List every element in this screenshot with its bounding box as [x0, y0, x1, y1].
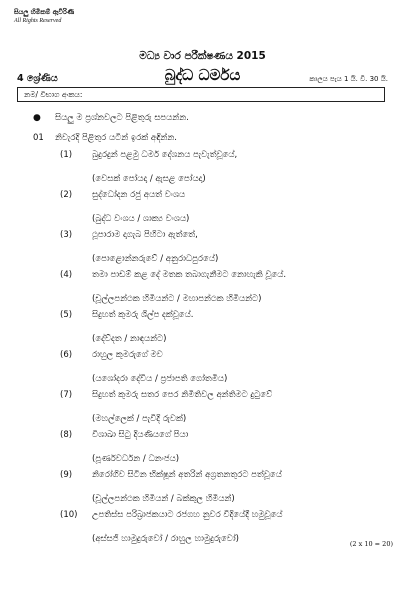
subject-title: බුද්ධ ධර්මය — [164, 66, 241, 84]
item-options[interactable]: (පූර්ණවර්ධන / ධනංජය) — [92, 454, 180, 464]
time-allowed: කාලය පැය 1 යි. වි. 30 යි. — [309, 75, 388, 83]
question-text: නිවැරදි පිළිතුර යටින් ඉරක් අඳින්න. — [55, 133, 177, 143]
item-options[interactable]: (චූල්ලපන්ථක හිමියන්ට / මහාපන්ථක හිමියන්ට) — [92, 294, 262, 304]
item-text: රාහුල කුමරුගේ මව — [92, 350, 163, 360]
header-row — [17, 66, 388, 86]
item-number: (6) — [60, 350, 73, 360]
name-index-box[interactable] — [17, 87, 385, 102]
item-text: සුද්ධෝදන රජු අයත් වංශය — [92, 190, 186, 200]
item-number: (9) — [60, 470, 73, 480]
copyright-notice — [14, 8, 74, 26]
item-number: (8) — [60, 430, 73, 440]
item-text: සිදුහත් කුමරු සතර පෙර නිමිතිවල අන්තිමට දුටුවේ — [92, 390, 273, 400]
item-options[interactable]: (දේව්දත / නාඳයන්ට) — [92, 334, 167, 344]
item-text: බුදුරදුන් පළමු ධර්ම දේශනය පැවැත්වූයේ, — [92, 150, 238, 160]
item-number: (4) — [60, 270, 73, 280]
item-text: සිදුහත් කුමරු ශිල්ප දක්වූයේ. — [92, 310, 194, 320]
item-options[interactable]: (යශෝදරා දේවිය / ප්‍රජාපති ගෝතමිය) — [92, 374, 228, 384]
item-options[interactable]: (මහල්ලෙක් / පැවිදි රුවක්) — [92, 414, 187, 424]
item-number: (5) — [60, 310, 73, 320]
item-options[interactable]: (අස්සජි හාමුදුරුවෝ / රාහුල හාමුදුරුවෝ) — [92, 534, 239, 544]
item-number: (1) — [60, 150, 73, 160]
name-index-label: නම/ විභාග අංකය: — [24, 90, 83, 99]
item-options[interactable]: (චූල්ලපන්ථක හිමියන් / බක්කුල හිමියන්) — [92, 494, 235, 504]
exam-title: මධ්‍ය වාර පරීක්ෂණය 2015 — [139, 50, 266, 62]
item-number: (7) — [60, 390, 73, 400]
item-options[interactable]: (බුද්ධ වංශය / ශාක්‍ය වංශය) — [92, 214, 190, 224]
item-text: තමා පාඩම් කළ දේ මතක තබාගැනීමට නොහැකි වූයේ. — [92, 270, 287, 280]
item-text: විශාඛා සිටු දියණියගේ පියා — [92, 430, 189, 440]
item-text: නිරෝගිව සිටින භික්ෂූන් අතරින් අග්‍රතනතුරට පත්වූයේ — [92, 470, 282, 480]
item-options[interactable]: (වෙසක් පෝයදා / ඇසළ පෝයදා) — [92, 174, 206, 184]
copyright-sinhala: සියලු හිමිකම් ඇවිරිණි — [14, 8, 75, 16]
item-number: (2) — [60, 190, 73, 200]
copyright-english: All Rights Reserved — [14, 18, 62, 24]
item-number: (3) — [60, 230, 73, 240]
item-number: (10) — [60, 510, 78, 520]
marks-allocation: (2 x 10 = 20) — [349, 540, 393, 548]
item-options[interactable]: (පොළොන්නරුවේ / අනුරාධපුරයේ) — [92, 254, 219, 264]
question-number: 01 — [33, 133, 44, 143]
item-text: ථූපාරාම දාගැබ පිහිටා ඇත්තේ, — [92, 230, 198, 240]
question-heading — [33, 133, 177, 143]
bullet-icon: ● — [33, 113, 41, 123]
item-text: උපතිස්ස පරිබ්‍රාජකයාට රජගහ නුවර වීදියේදී හමුවූයේ — [92, 510, 283, 520]
instruction — [33, 113, 189, 123]
grade-label: 4 ශ්‍රේණිය — [17, 73, 58, 84]
instruction-text: සියලු ම ප්‍රශ්නවලට පිළිතුරු සපයන්න. — [55, 113, 189, 123]
